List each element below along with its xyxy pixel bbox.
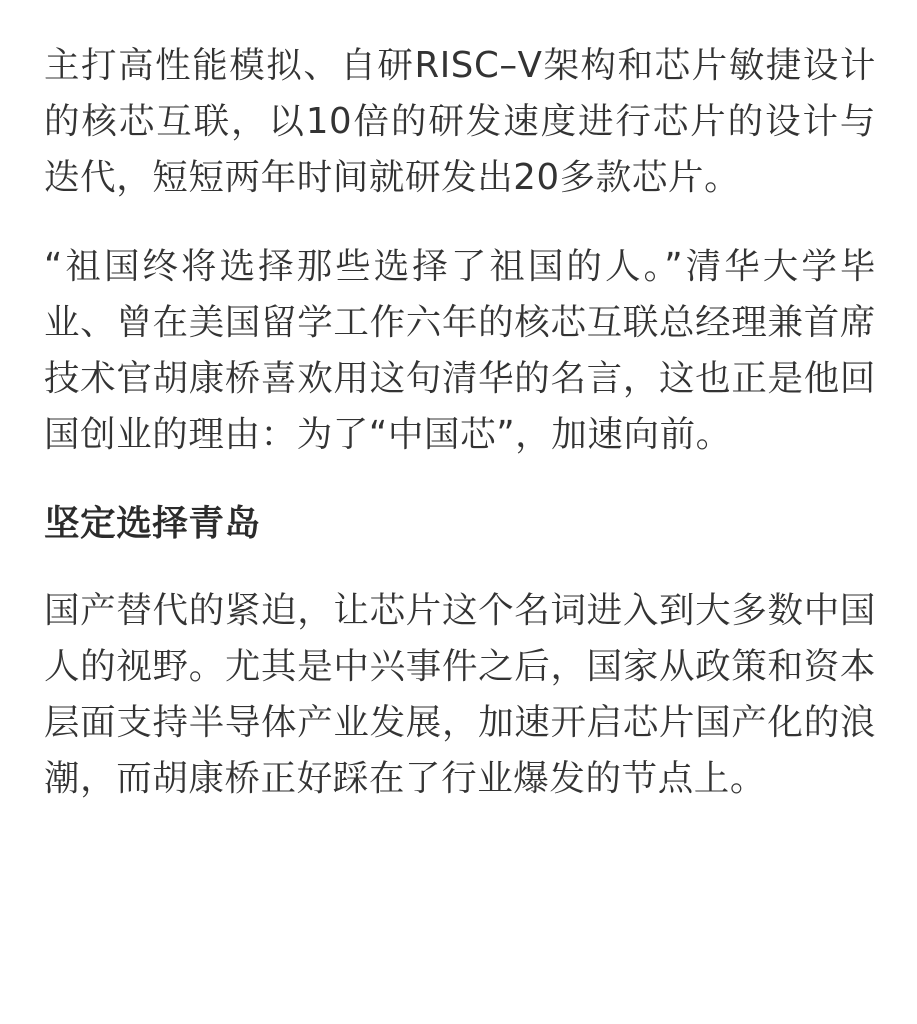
paragraph-section: 国产替代的紧迫，让芯片这个名词进入到大多数中国人的视野。尤其是中兴事件之后，国家从政策和资本层面支持半导体产业发展，加速开启芯片国产化的浪潮，而胡康桥正好踩在了行业爆发的节点上。 — [44, 590, 876, 799]
paragraph-intro: 主打高性能模拟、自研RISC–V架构和芯片敏捷设计的核芯互联，以10倍的研发速度进行芯片的设计与迭代，短短两年时间就研发出20多款芯片。 — [44, 45, 876, 198]
section-heading: 坚定选择青岛 — [44, 503, 261, 544]
article-body — [44, 38, 876, 807]
paragraph-quote: “祖国终将选择那些选择了祖国的人。”清华大学毕业、曾在美国留学工作六年的核芯互联总经理兼首席技术官胡康桥喜欢用这句清华的名言，这也正是他回国创业的理由：为了“中国芯”，加速向前。 — [44, 246, 876, 455]
